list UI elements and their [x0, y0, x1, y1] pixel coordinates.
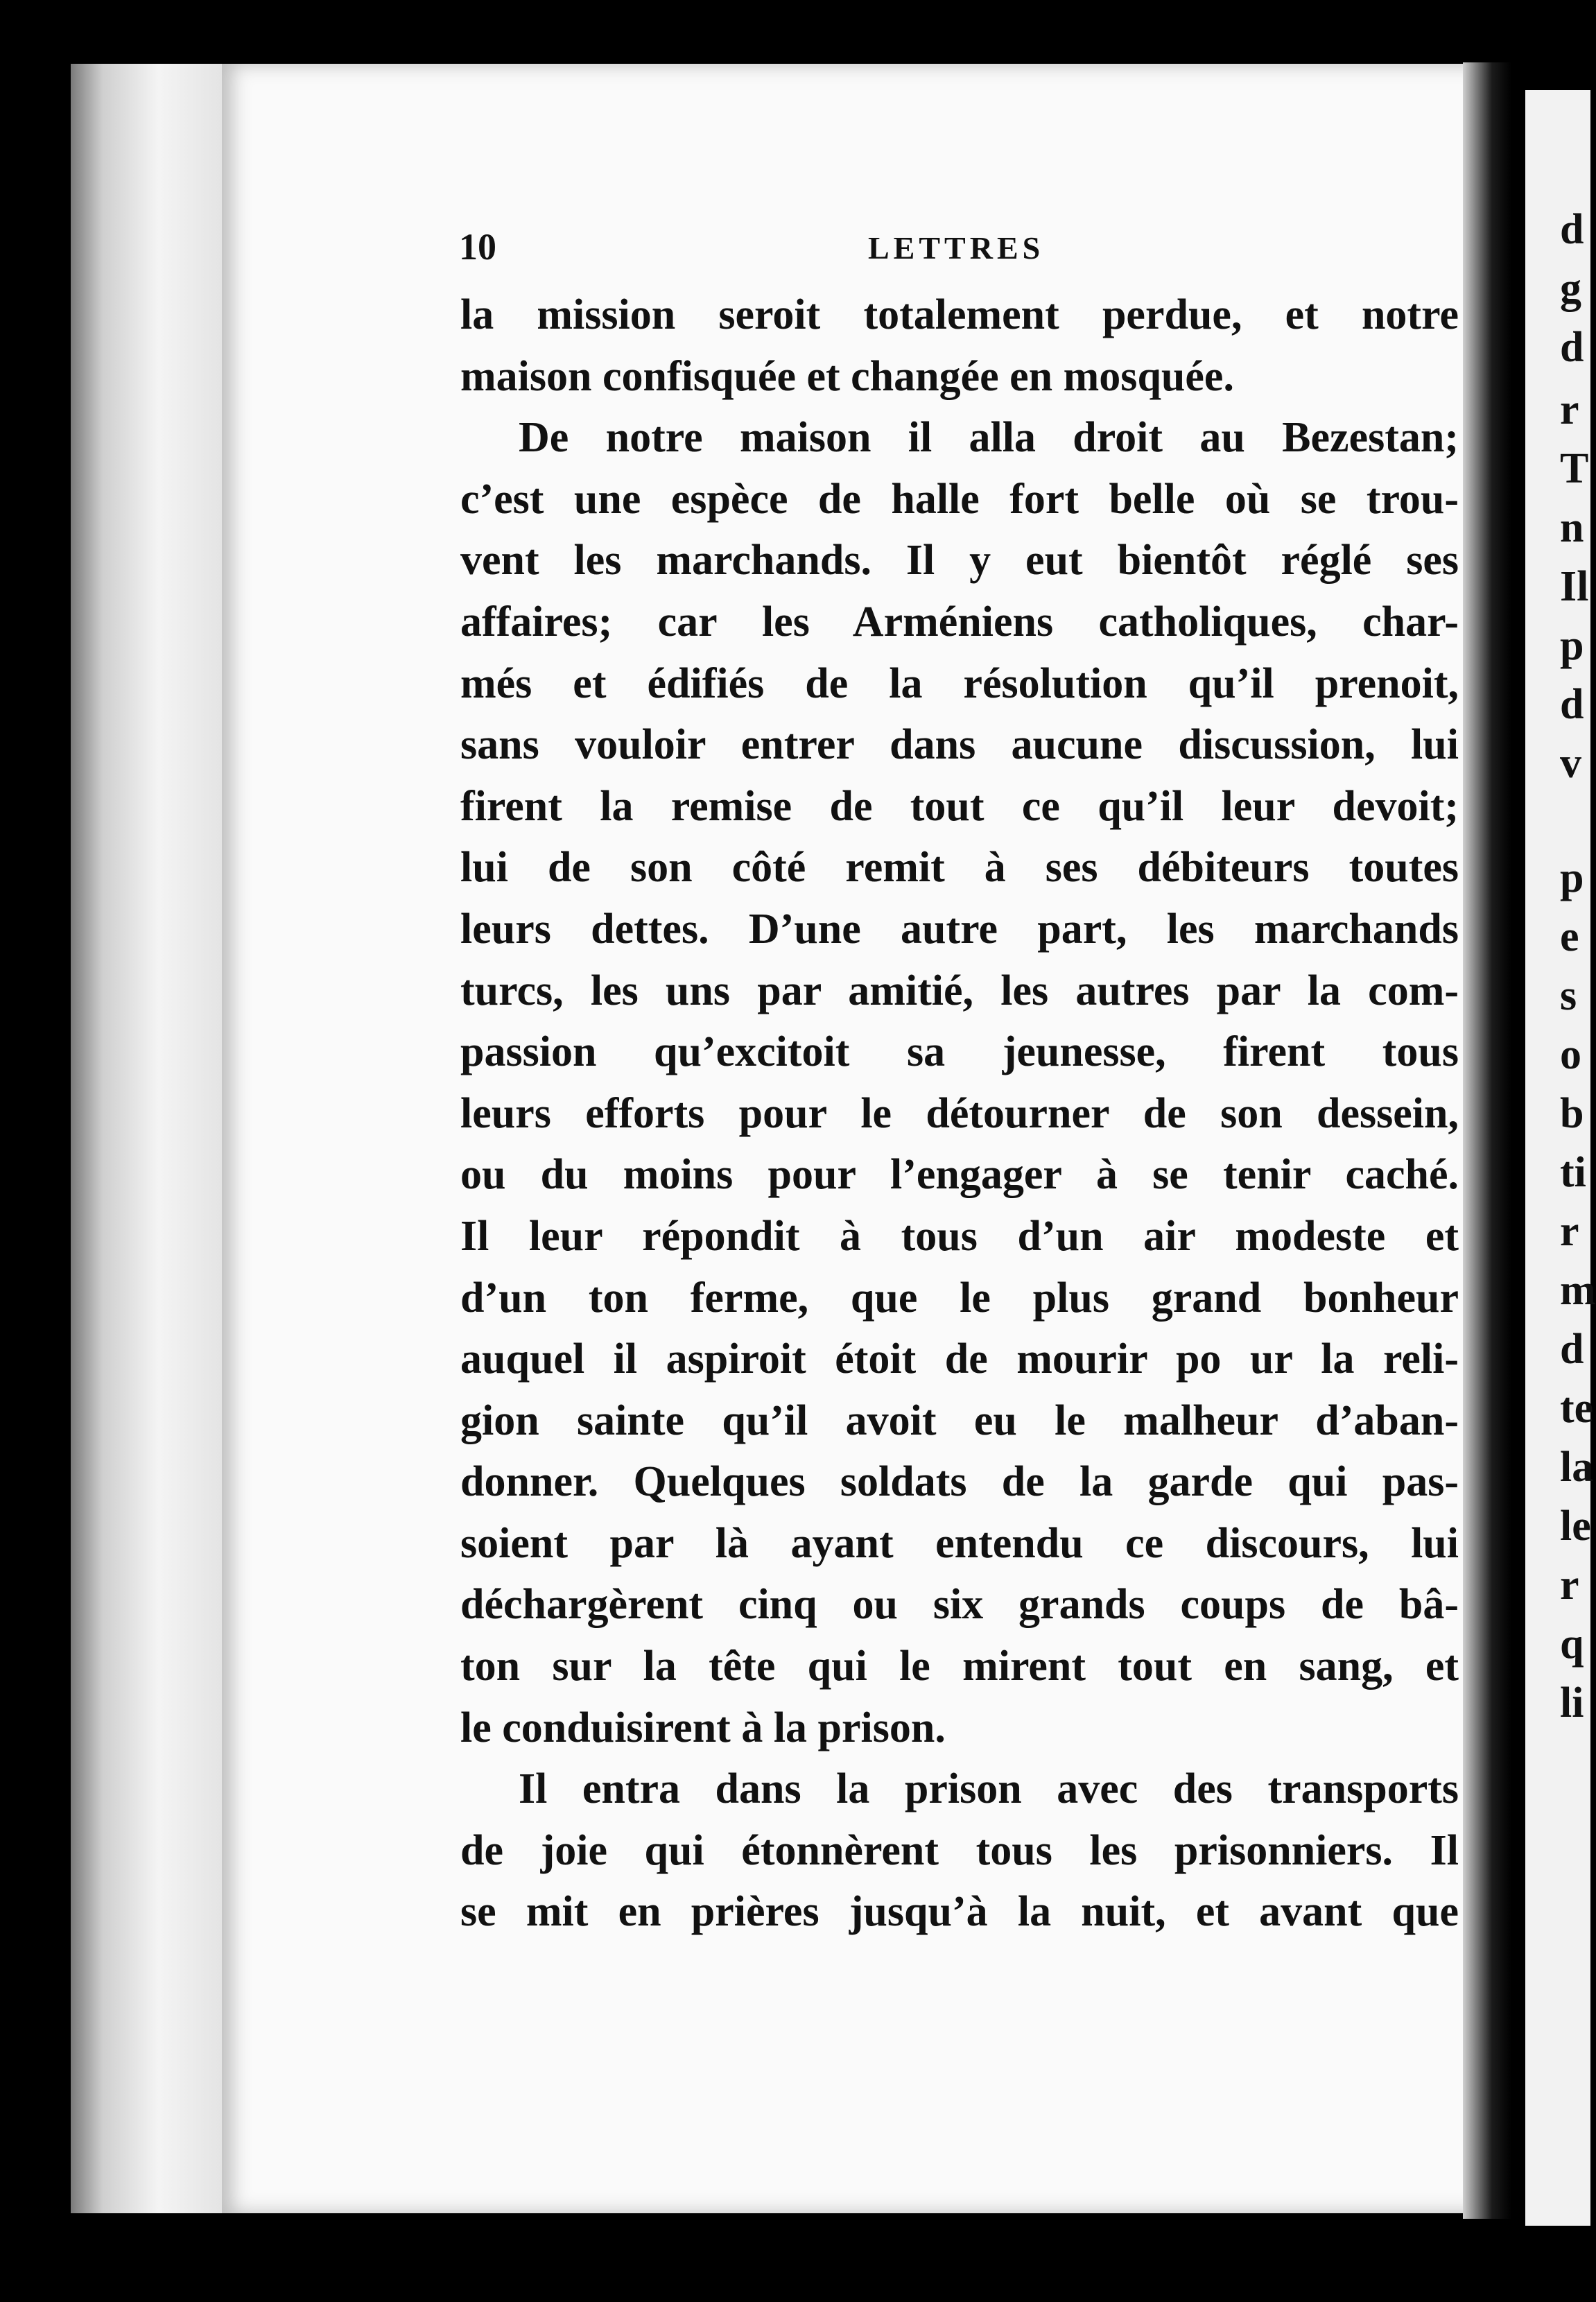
text-line: més et édifiés de la résolution qu’il prenoit,	[460, 659, 1459, 707]
text-line: ton sur la tête qui le mirent tout en sang, et	[460, 1643, 1459, 1690]
body-text	[460, 284, 1459, 1943]
next-page-fragment: Il	[1560, 563, 1589, 610]
next-page-fragment: d	[1560, 681, 1584, 728]
next-page-fragment: e	[1560, 913, 1579, 960]
text-line: soient par là ayant entendu ce discours, lui	[460, 1519, 1459, 1567]
text-line: gion sainte qu’il avoit eu le malheur d’aban-	[460, 1396, 1459, 1444]
next-page-fragment: la	[1560, 1444, 1594, 1491]
text-line: De notre maison il alla droit au Bezestan;	[519, 414, 1459, 462]
text-line: déchargèrent cinq ou six grands coups de bâ-	[460, 1581, 1459, 1629]
text-line: se mit en prières jusqu’à la nuit, et avant que	[460, 1888, 1459, 1936]
page-number: 10	[459, 226, 496, 268]
next-page-fragment: ti	[1560, 1149, 1586, 1196]
text-line: lui de son côté remit à ses débiteurs toutes	[460, 844, 1459, 892]
text-line: sans vouloir entrer dans aucune discussion, lui	[460, 721, 1459, 769]
next-page-fragment: m	[1560, 1267, 1596, 1314]
next-page-fragment: te	[1560, 1385, 1594, 1432]
text-line: affaires; car les Arméniens catholiques, char-	[460, 598, 1459, 646]
next-page-fragment: q	[1560, 1620, 1584, 1668]
next-page-fragment: g	[1560, 265, 1581, 312]
next-page-fragment: v	[1560, 740, 1581, 787]
next-page-fragment: p	[1560, 854, 1584, 901]
text-line: vent les marchands. Il y eut bientôt réglé ses	[460, 537, 1459, 585]
running-head	[459, 225, 1416, 274]
text-line: donner. Quelques soldats de la garde qui pas-	[460, 1458, 1459, 1506]
text-line: Il leur répondit à tous d’un air modeste et	[460, 1212, 1459, 1260]
text-line: auquel il aspiroit étoit de mourir po ur la reli-	[460, 1335, 1459, 1383]
next-page-fragment: r	[1560, 1208, 1579, 1255]
running-title: LETTRES	[868, 230, 1045, 266]
text-line: passion qu’excitoit sa jeunesse, firent tous	[460, 1028, 1459, 1076]
next-page-fragment: r	[1560, 1561, 1579, 1609]
text-line: la mission seroit totalement perdue, et notre	[460, 291, 1459, 338]
next-page-fragment: d	[1560, 206, 1584, 253]
text-line: de joie qui étonnèrent tous les prisonniers. Il	[460, 1826, 1459, 1874]
next-page-fragment: r	[1560, 386, 1579, 433]
text-line: Il entra dans la prison avec des transports	[519, 1765, 1459, 1813]
next-page-fragment: s	[1560, 972, 1577, 1019]
next-page-fragment: b	[1560, 1090, 1584, 1137]
next-page-fragment: d	[1560, 324, 1584, 371]
next-page-fragment: T	[1560, 445, 1589, 492]
next-page-fragment: o	[1560, 1031, 1581, 1078]
text-line: maison confisquée et changée en mosquée.	[460, 352, 1234, 400]
text-line: leurs efforts pour le détourner de son dessein,	[460, 1089, 1459, 1137]
page-gutter-shadow	[1463, 62, 1511, 2219]
next-page-fragment: le	[1560, 1503, 1591, 1550]
next-page-fragment: d	[1560, 1326, 1584, 1373]
text-line: d’un ton ferme, que le plus grand bonheur	[460, 1274, 1459, 1322]
next-page-fragment: n	[1560, 504, 1584, 551]
text-line: c’est une espèce de halle fort belle où se trou-	[460, 475, 1459, 523]
next-page-fragment: p	[1560, 622, 1584, 669]
next-page-fragment: li	[1560, 1679, 1584, 1726]
text-line: turcs, les uns par amitié, les autres par la com-	[460, 967, 1459, 1014]
book-edge	[71, 64, 230, 2213]
next-page-edge	[1525, 90, 1596, 2226]
text-line: firent la remise de tout ce qu’il leur devoit;	[460, 782, 1459, 830]
text-line: le conduisirent à la prison.	[460, 1704, 946, 1751]
text-line: ou du moins pour l’engager à se tenir caché.	[460, 1151, 1459, 1199]
text-line: leurs dettes. D’une autre part, les marchands	[460, 905, 1459, 953]
